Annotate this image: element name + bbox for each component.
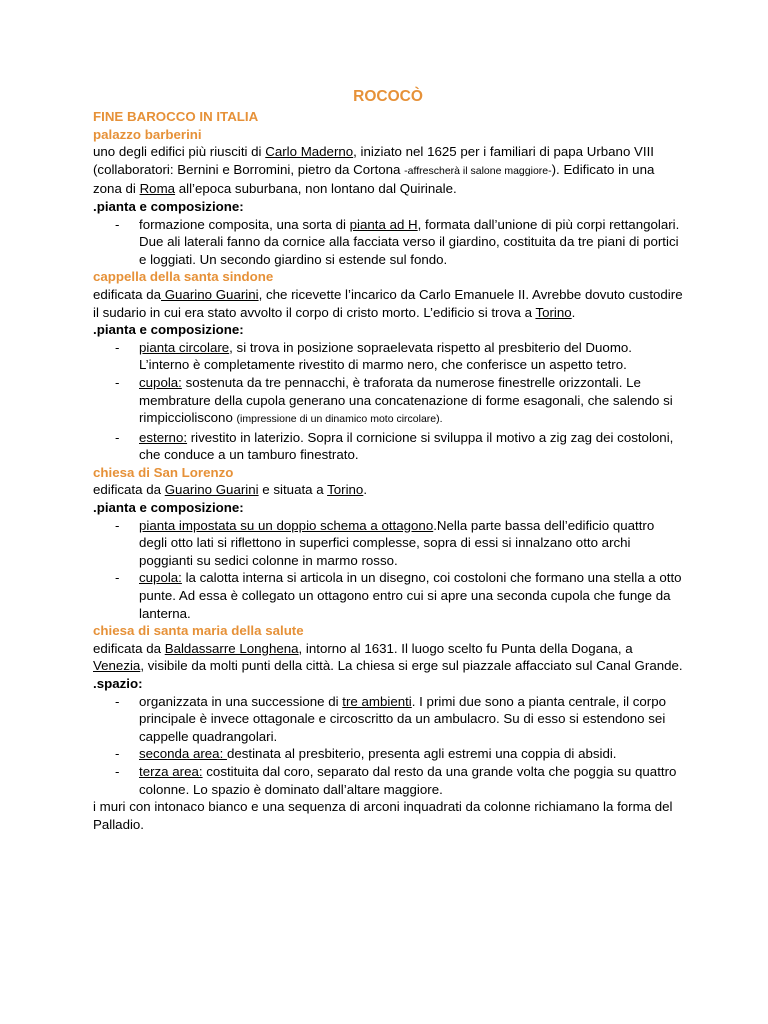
link-carlo-maderno: Carlo Maderno [265, 144, 354, 160]
paragraph-barberini: uno degli edifici più riusciti di Carlo Maderno, iniziato nel 1625 per i familiari di papa Urbano VIII (collaboratori: Bernini e Borromini, pietro da Cortona -affrescherà il salone maggiore-). Edificato in una zona di Roma all’epoca suburbana, non lontano dal Quirinale. [93, 144, 655, 197]
list-item: - cupola: la calotta interna si articola in un disegno, coi costoloni che formano una stella a otto punte. Ad essa è collegato un ottagono entro cui si apre una seconda cupola che funge da lanterna. [139, 569, 683, 622]
link-guarino-guarini: Guarino Guarini [161, 286, 259, 302]
list-item: - terza area: costituita dal coro, separato dal resto da una grande volta che poggia su quattro colonne. Lo spazio è dominato dall’altare maggiore. [139, 763, 683, 798]
list-item: - pianta circolare, si trova in posizione sopraelevata rispetto al presbiterio del Duomo. L’interno è completamente rivestito di marmo nero, che conferisce un aspetto tetro. [139, 339, 683, 374]
page-title: ROCOCÒ [353, 88, 423, 105]
section-heading-fine-barocco: FINE BAROCCO IN ITALIA [93, 109, 259, 124]
subheading-pianta-sindone: .pianta e composizione: [93, 322, 244, 338]
subheading-pianta-barberini: .pianta e composizione: [93, 198, 244, 214]
heading-santa-maria-salute: chiesa di santa maria della salute [93, 623, 304, 639]
subheading-spazio: .spazio: [93, 676, 143, 691]
paragraph-sindone: edificata da Guarino Guarini, che ricevette l’incarico da Carlo Emanuele II. Avrebbe dovuto custodire il sudario in cui era stato avvolto il corpo di cristo morto. L’edificio si trova a Torino. [93, 286, 683, 320]
link-roma: Roma [139, 181, 176, 197]
link-torino: Torino [535, 304, 572, 320]
list-item: - cupola: sostenuta da tre pennacchi, è traforata da numerose finestrelle orizzontali. Le membrature della cupola generano una concatenazione di forme esagonali, che salendo si rimpicciolisconо (impressione di un dinamico moto circolare). [139, 374, 683, 429]
list-sindone [93, 339, 683, 464]
list-item: - pianta impostata su un doppio schema a ottagono.Nella parte bassa dell’edificio quattro degli otto lati si riflettono in superfici complesse, sopra di essi si innalzano otto archi poggianti su sedici colonne in marmo rosso. [139, 517, 683, 570]
link-baldassarre-longhena: Baldassarre Longhena [164, 640, 299, 656]
paragraph-closing: i muri con intonaco bianco e una sequenza di arconi inquadrati da colonne richiamano la forma del Palladio. [93, 799, 673, 832]
list-item: - organizzata in una successione di tre ambienti. I primi due sono a pianta centrale, il corpo principale è invece ottagonale e circoscritto da un ambulacro. Su di esso si estendono sei cappelle quadrangolari. [139, 693, 683, 746]
document-content [93, 87, 683, 833]
link-venezia: Venezia [93, 658, 141, 674]
list-item: - seconda area: destinata al presbiterio, presenta agli estremi una coppia di absidi. [139, 745, 683, 763]
subheading-pianta-lorenzo: .pianta e composizione: [93, 500, 244, 516]
paragraph-salute: edificata da Baldassarre Longhena, intorno al 1631. Il luogo scelto fu Punta della Dogana, a Venezia, visibile da molti punti della città. La chiesa si erge sul piazzale affacciato sul Canal Grande. [93, 640, 683, 674]
list-item: - formazione composita, una sorta di pianta ad H, formata dall’unione di più corpi rettangolari. Due ali laterali fanno da cornice alla facciata verso il giardino, costituita da tre piani di portici e loggiati. Un secondo giardino si estende sul fondo. [139, 216, 683, 269]
paragraph-lorenzo: edificata da Guarino Guarini e situata a Torino. [93, 482, 368, 498]
list-barberini [93, 216, 683, 269]
list-lorenzo [93, 517, 683, 623]
list-salute [93, 693, 683, 799]
heading-palazzo-barberini: palazzo barberini [93, 126, 202, 142]
list-item: - esterno: rivestito in laterizio. Sopra il cornicione si sviluppa il motivo a zig zag dei costoloni, che conduce a un tamburo finestrato. [139, 429, 683, 464]
heading-san-lorenzo: chiesa di San Lorenzo [93, 464, 234, 480]
heading-cappella-sindone: cappella della santa sindone [93, 269, 274, 285]
